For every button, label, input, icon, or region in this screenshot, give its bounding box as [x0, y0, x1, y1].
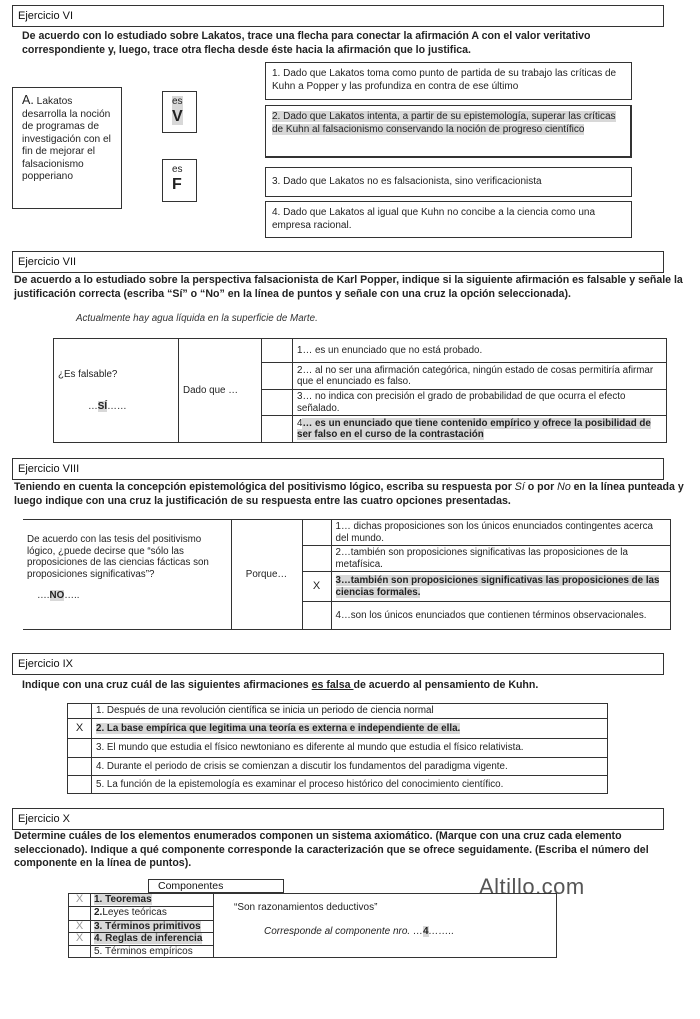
instr-part-1: Indique con una cruz cuál de las siguientes afirmaciones	[22, 679, 312, 691]
corresponds-answer: 4	[422, 925, 429, 937]
exercise-7-header	[12, 251, 664, 273]
characterization-text: “Son razonamientos deductivos”	[234, 902, 378, 913]
exercise-7-answer: SÍ	[97, 400, 108, 412]
exercise-8-answer-line[interactable]	[27, 590, 227, 602]
instr-underlined: es falsa	[311, 679, 354, 691]
true-value-letter: V	[172, 107, 183, 125]
component-4-num: 4.	[94, 933, 103, 944]
corresponds-line[interactable]	[234, 926, 556, 938]
exercise-7-mark-1[interactable]	[262, 339, 293, 363]
component-2	[91, 906, 214, 920]
statement-a-label: A.	[22, 93, 34, 107]
exercise-7-option-4	[293, 416, 667, 443]
exercise-7-option-2: 2… al no ser una afirmación categórica, ningún estado de cosas permitiría afirmar que el enunciado es falso.	[293, 363, 667, 390]
exercise-7-title: Ejercicio VII	[18, 256, 77, 268]
exercise-8-question: De acuerdo con las tesis del positivismo lógico, ¿puede decirse que “sólo las proposiciones de las ciencias fácticas son proposiciones significativas”?	[27, 534, 209, 580]
exercise-8-option-2: 2…también son proposiciones significativas las proposiciones de la metafísica.	[331, 546, 671, 572]
component-3-num: 3.	[94, 920, 103, 932]
instr-no: No	[557, 481, 571, 493]
exercise-7-option-1: 1… es un enunciado que no está probado.	[293, 339, 667, 363]
exercise-7-mark-2[interactable]	[262, 363, 293, 390]
component-3-label: Términos primitivos	[102, 920, 201, 932]
exercise-7-question-cell	[54, 339, 179, 443]
component-mark-5[interactable]	[69, 945, 91, 958]
component-1-label: Teoremas	[102, 894, 152, 905]
justification-option-2-text: 2. Dado que Lakatos intenta, a partir de su epistemología, superar las críticas de Kuhn al falsacionismo conservando la noción de progreso científico	[272, 111, 616, 135]
altillo-watermark: Altillo.com	[479, 874, 585, 899]
characterization-cell	[214, 894, 557, 958]
component-1	[91, 894, 214, 907]
component-2-num: 2.	[94, 907, 103, 919]
exercise-9-header	[12, 653, 664, 675]
exercise-8-mark-3[interactable]: X	[302, 572, 331, 602]
exercise-9-table	[67, 703, 608, 794]
justification-option-3[interactable]	[265, 167, 632, 197]
instr-part-1: Teniendo en cuenta la concepción epistemológica del positivismo lógico, escriba su respuesta por	[14, 481, 515, 493]
justification-option-2[interactable]	[265, 105, 632, 158]
exercise-8-option-1: 1… dichas proposiciones son los únicos enunciados contingentes acerca del mundo.	[331, 520, 671, 546]
exercise-7-option-3: 3… no indica con precisión el grado de probabilidad de que ocurra el efecto señalado.	[293, 390, 667, 416]
exercise-8-option-3-text: 3…también son proposiciones significativas las proposiciones de las ciencias formales.	[335, 575, 660, 598]
exercise-9-option-2	[92, 719, 608, 739]
exercise-9-instructions	[22, 679, 692, 693]
instr-part-2: de acuerdo al pensamiento de Kuhn.	[353, 679, 539, 691]
statement-a-text: Lakatos desarrolla la noción de programas de investigación con el fin de mejorar el falsacionismo popperiano	[22, 96, 111, 182]
exercise-8-question-cell	[23, 520, 231, 630]
corresponds-suffix: ……..	[428, 925, 455, 937]
component-mark-4[interactable]: X	[69, 933, 91, 946]
exercise-10-header	[12, 808, 664, 830]
exercise-8-title: Ejercicio VIII	[18, 463, 80, 475]
exercise-8-option-4: 4…son los únicos enunciados que contienen términos observacionales.	[331, 602, 671, 630]
component-4-label: Reglas de inferencia	[102, 933, 203, 944]
exercise-6-instructions: De acuerdo con lo estudiado sobre Lakatos, trace una flecha para conectar la afirmación A con el valor veritativo correspondiente y, luego, trace otra flecha desde éste hacia la afirmación que lo justifica.	[22, 30, 591, 56]
exercise-7-option-4-num: 4	[297, 417, 303, 429]
exercise-7-sentence: Actualmente hay agua líquida en la superficie de Marte.	[76, 313, 318, 324]
component-4	[91, 933, 214, 946]
answer-dots-suffix: …..	[64, 590, 80, 601]
instr-part-2: o por	[524, 481, 558, 493]
true-value-box[interactable]	[162, 91, 197, 133]
exercise-8-mark-2[interactable]	[302, 546, 331, 572]
exercise-6-header	[12, 5, 664, 27]
exercise-7-mark-3[interactable]	[262, 390, 293, 416]
exercise-8-instructions	[14, 481, 696, 508]
components-header	[148, 879, 284, 893]
justification-option-1[interactable]	[265, 62, 632, 100]
instr-si: Sí	[514, 481, 525, 493]
exercise-7-question: ¿Es falsable?	[58, 369, 118, 380]
justification-option-4-text: 4. Dado que Lakatos al igual que Kuhn no concibe a la ciencia como una empresa racional.	[272, 207, 596, 231]
exercise-8-header	[12, 458, 664, 480]
statement-a-box	[12, 87, 122, 209]
exercise-7-instructions: De acuerdo a lo estudiado sobre la perspectiva falsacionista de Karl Popper, indique si la siguiente afirmación es falsable y señale la justificación correcta (escriba “Sí” o “No” en la línea de puntos y señale con una cruz la opción seleccionada).	[14, 274, 683, 300]
false-value-box[interactable]	[162, 159, 197, 202]
exercise-7-option-4-text: … es un enunciado que tiene contenido empírico y ofrece la posibilidad de ser falso en el curso de la contrastación	[297, 417, 651, 440]
component-mark-1[interactable]: X	[69, 894, 91, 907]
exercise-8-table	[23, 519, 671, 630]
exercise-9-mark-4[interactable]	[68, 758, 92, 776]
exercise-9-mark-3[interactable]	[68, 739, 92, 758]
instr-part-3: en la línea punteada y luego indique con una cruz la justificación de su respuesta entre las cuatro opciones presentadas.	[14, 481, 684, 507]
exercise-7-connector: Dado que …	[179, 339, 262, 443]
exercise-9-option-1: 1. Después de una revolución científica se inicia un periodo de ciencia normal	[92, 704, 608, 719]
justification-option-3-text: 3. Dado que Lakatos no es falsacionista, sino verificacionista	[272, 176, 542, 187]
answer-dots-suffix: ……	[107, 400, 127, 412]
exercise-9-mark-1[interactable]	[68, 704, 92, 719]
exercise-9-mark-5[interactable]	[68, 776, 92, 794]
justification-option-4[interactable]	[265, 201, 632, 238]
component-5-num: 5.	[94, 945, 103, 957]
true-value-prefix: es	[172, 96, 183, 107]
exercise-7-mark-4[interactable]	[262, 416, 293, 443]
justification-option-1-text: 1. Dado que Lakatos toma como punto de partida de su trabajo las críticas de Kuhn a Popper y las profundiza en contra de ese último	[272, 68, 617, 92]
exercise-9-option-5: 5. La función de la epistemología es examinar el proceso histórico del conocimiento científico.	[92, 776, 608, 794]
component-mark-2[interactable]	[69, 906, 91, 920]
component-5	[91, 945, 214, 958]
component-mark-3[interactable]: X	[69, 920, 91, 933]
exercise-10-title: Ejercicio X	[18, 813, 70, 825]
exercise-8-answer: NO	[49, 590, 65, 601]
answer-dots-prefix: ….	[37, 590, 50, 601]
component-1-num: 1.	[94, 894, 103, 905]
exercise-6-title: Ejercicio VI	[18, 10, 74, 22]
exercise-8-connector: Porque…	[231, 520, 302, 630]
exercise-10-table	[68, 893, 557, 958]
component-5-label: Términos empíricos	[102, 945, 193, 957]
exercise-9-option-4: 4. Durante el periodo de crisis se comienzan a discutir los fundamentos del paradigma vigente.	[92, 758, 608, 776]
component-2-label: Leyes teóricas	[102, 907, 167, 919]
exercise-9-title: Ejercicio IX	[18, 658, 74, 670]
exercise-8-mark-1[interactable]	[302, 520, 331, 546]
exercise-7-answer-line[interactable]	[58, 401, 174, 413]
exercise-7-table	[53, 338, 667, 443]
component-3	[91, 920, 214, 933]
exercise-8-mark-4[interactable]	[302, 602, 331, 630]
exercise-10-instructions: Determine cuáles de los elementos enumerados componen un sistema axiomático. (Marque con una cruz cada elemento seleccionado). Indique a qué componente corresponde la caracterización que se ofrece seguidamente. (Escriba el número del componente en la línea de puntos).	[14, 830, 649, 869]
exercise-9-option-2-text: 2. La base empírica que legitima una teoría es externa e independiente de ella.	[96, 722, 461, 734]
exercise-9-mark-2[interactable]: X	[68, 719, 92, 739]
answer-dots-prefix: …	[88, 400, 98, 412]
false-value-letter: F	[172, 175, 182, 193]
components-header-label: Componentes	[158, 880, 224, 892]
exercise-9-option-3: 3. El mundo que estudia el físico newtoniano es diferente al mundo que estudia el físico relativista.	[92, 739, 608, 758]
false-value-prefix: es	[172, 164, 183, 175]
exercise-8-option-3	[331, 572, 671, 602]
corresponds-label: Corresponde al componente nro. …	[264, 925, 423, 937]
